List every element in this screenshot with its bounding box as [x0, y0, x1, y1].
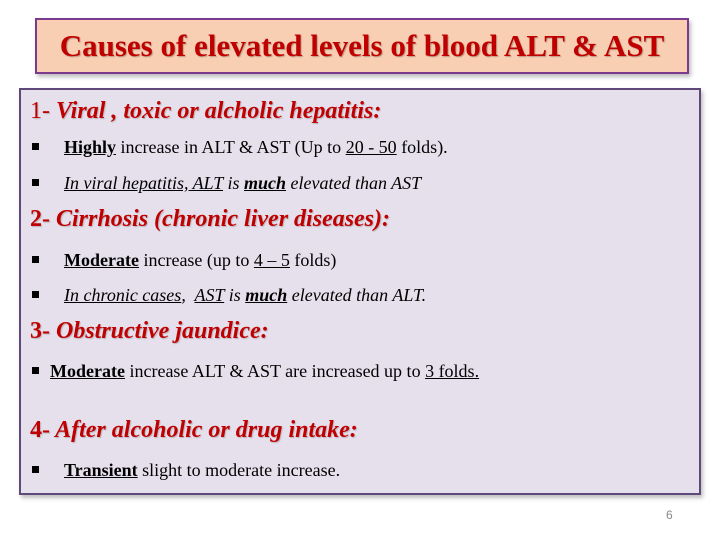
content-box: 1- Viral , toxic or alcholic hepatitis: Highly increase in ALT & AST (Up to 20 - 50 folds). In viral hepatitis, ALT is much elevated than AST 2- Cirrhosis (chronic liver diseases): Moderate increase (up to 4 – 5 folds) In chronic cases, AST is much elevated than ALT. 3- Obstructive jaundice: Moderate increase ALT & AST are increased up to 3 folds. 4- After alcoholic or drug intake: Transient slight to moderate increase. [19, 88, 701, 495]
bullet-icon [32, 466, 39, 473]
slide-title: Causes of elevated levels of blood ALT & AST [59, 28, 665, 63]
bullet-icon [32, 291, 39, 298]
bullet-icon [32, 256, 39, 263]
title-box [35, 18, 689, 74]
bullet-icon [32, 367, 39, 374]
section-4-heading: 4- After alcoholic or drug intake: [30, 417, 358, 443]
bullet-icon [32, 143, 39, 150]
section-1-heading: 1- Viral , toxic or alcholic hepatitis: [30, 98, 382, 124]
section-3-heading: 3- Obstructive jaundice: [30, 318, 269, 344]
page-number: 6 [666, 508, 673, 522]
bullet-icon [32, 179, 39, 186]
section-2-heading: 2- Cirrhosis (chronic liver diseases): [30, 206, 391, 232]
